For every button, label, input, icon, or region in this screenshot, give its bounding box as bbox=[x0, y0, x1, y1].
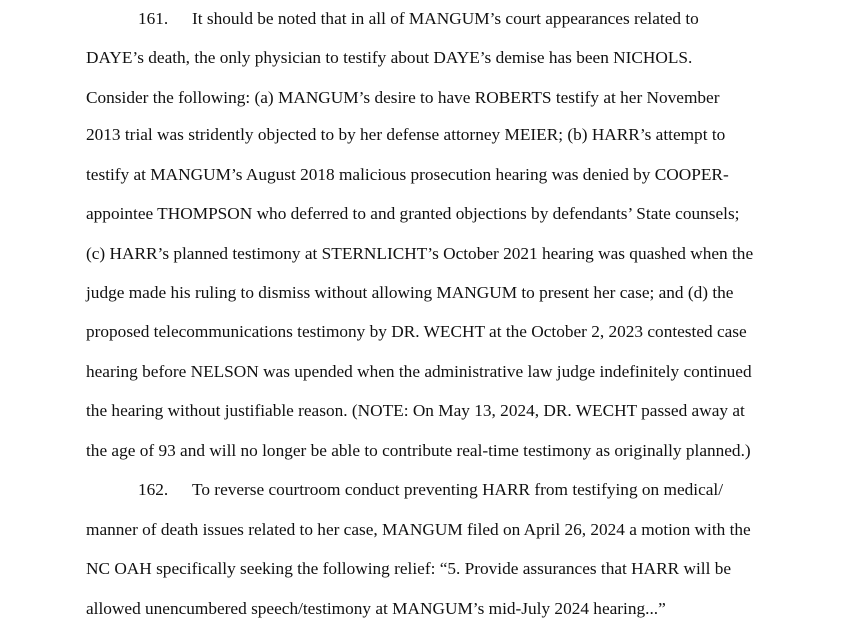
paragraph-162-line-2: manner of death issues related to her case, MANGUM filed on April 26, 2024 a motion with the bbox=[86, 520, 751, 539]
paragraph-161-text: It should be noted that in all of MANGUM’s court appearances related to bbox=[192, 9, 699, 28]
paragraph-162-text: To reverse courtroom conduct preventing HARR from testifying on medical/ bbox=[192, 480, 724, 499]
paragraph-161-line-5: testify at MANGUM’s August 2018 malicious prosecution hearing was denied by COOPER- bbox=[86, 165, 729, 184]
paragraph-162-line-1 bbox=[138, 479, 828, 501]
paragraph-161-line-12: the age of 93 and will no longer be able to contribute real-time testimony as originally planned.) bbox=[86, 441, 751, 460]
paragraph-161-line-10: hearing before NELSON was upended when the administrative law judge indefinitely continued bbox=[86, 362, 752, 381]
paragraph-161-line-11: the hearing without justifiable reason. (NOTE: On May 13, 2024, DR. WECHT passed away at bbox=[86, 401, 745, 420]
paragraph-number-162: 162. bbox=[138, 480, 169, 499]
paragraph-161-line-1 bbox=[138, 8, 828, 30]
paragraph-number-161: 161. bbox=[138, 9, 169, 28]
paragraph-161-line-6: appointee THOMPSON who deferred to and granted objections by defendants’ State counsels; bbox=[86, 204, 740, 223]
paragraph-162-line-4: allowed unencumbered speech/testimony at MANGUM’s mid-July 2024 hearing...” bbox=[86, 599, 666, 618]
paragraph-161-line-3: Consider the following: (a) MANGUM’s desire to have ROBERTS testify at her November bbox=[86, 88, 720, 107]
paragraph-161-line-2: DAYE’s death, the only physician to testify about DAYE’s demise has been NICHOLS. bbox=[86, 48, 693, 67]
paragraph-161-line-4: 2013 trial was stridently objected to by her defense attorney MEIER; (b) HARR’s attempt to bbox=[86, 125, 726, 144]
paragraph-161-line-7: (c) HARR’s planned testimony at STERNLICHT’s October 2021 hearing was quashed when the bbox=[86, 244, 754, 263]
paragraph-161-line-9: proposed telecommunications testimony by DR. WECHT at the October 2, 2023 contested case bbox=[86, 322, 747, 341]
paragraph-162-line-3: NC OAH specifically seeking the following relief: “5. Provide assurances that HARR will be bbox=[86, 559, 732, 578]
paragraph-161-line-8: judge made his ruling to dismiss without allowing MANGUM to present her case; and (d) the bbox=[86, 283, 734, 302]
